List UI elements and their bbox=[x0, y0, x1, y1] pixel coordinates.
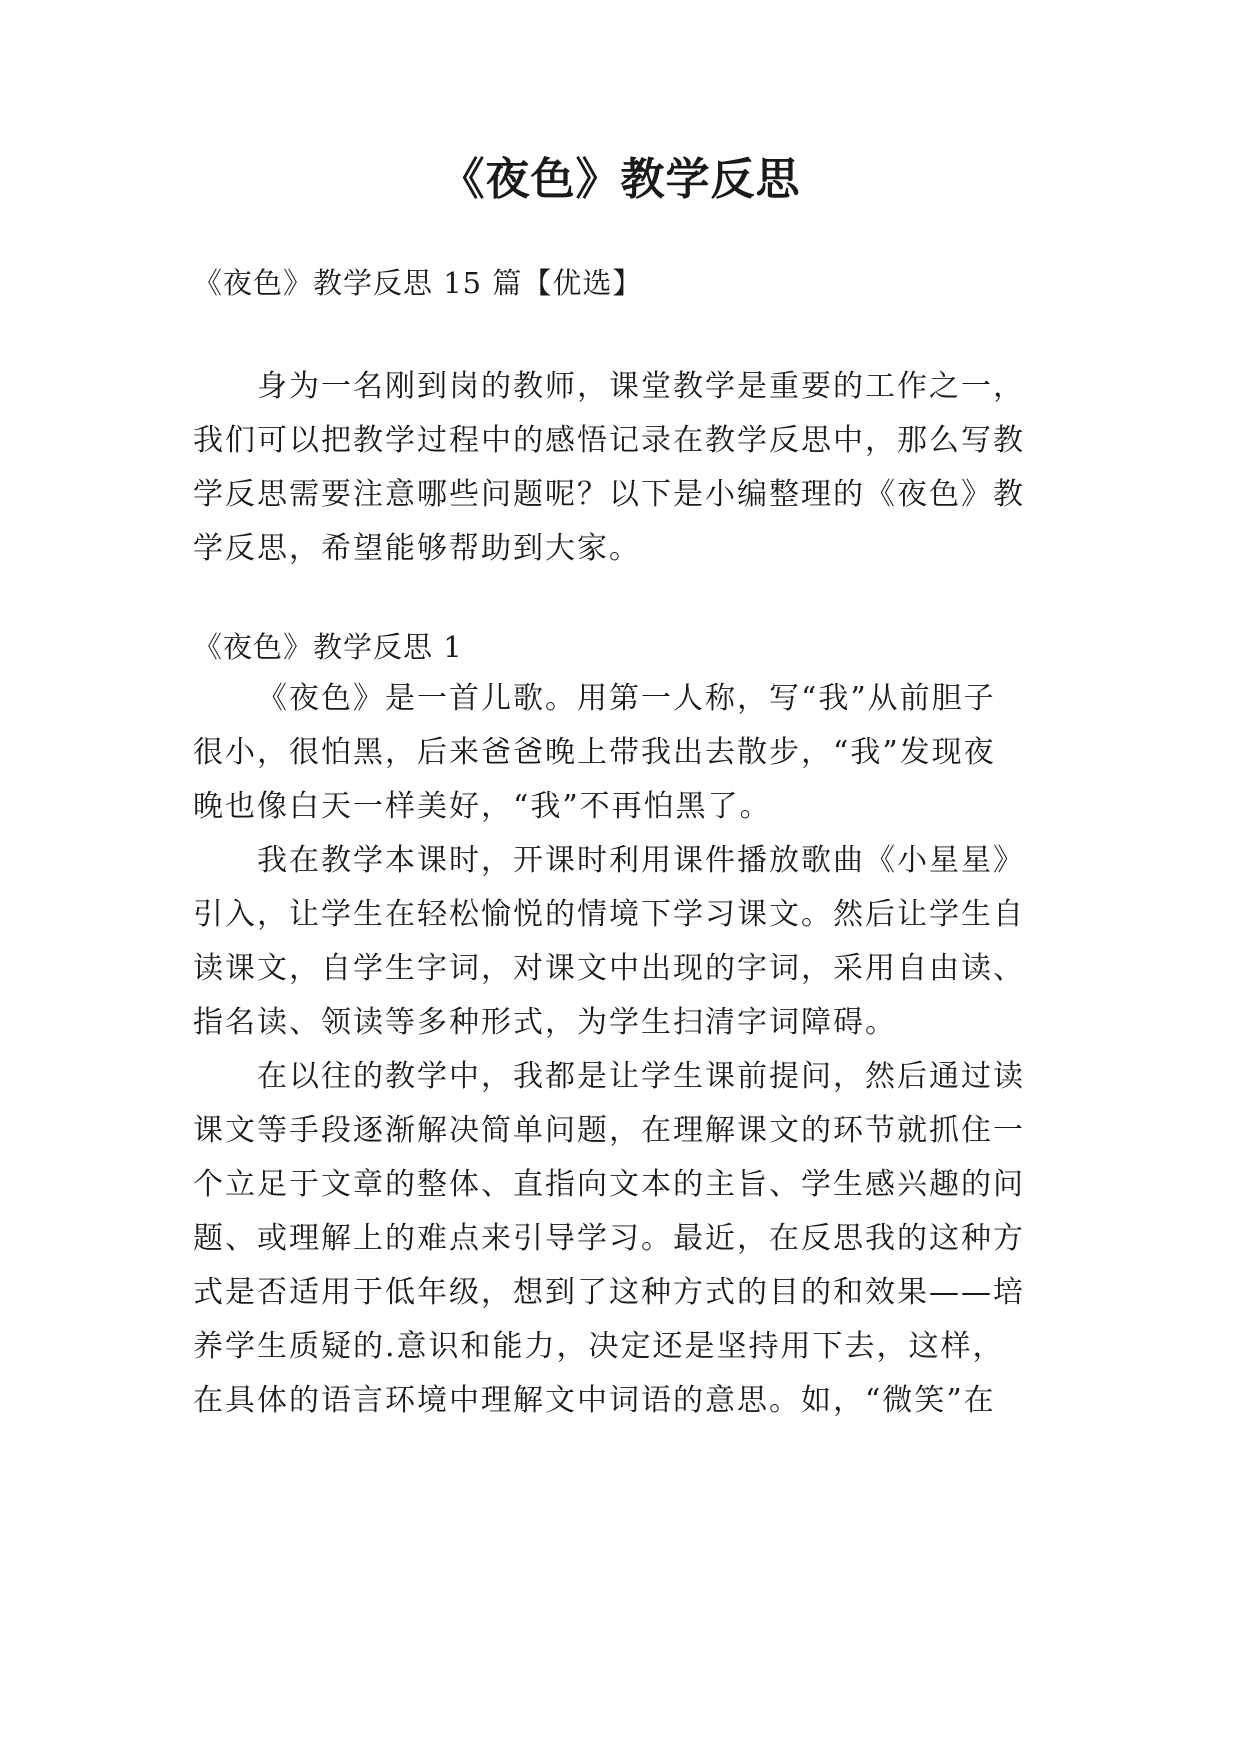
paragraph-line: 个立足于文章的整体、直指向文本的主旨、学生感兴趣的问 bbox=[193, 1167, 1025, 1202]
paragraph-line: 读课文，自学生字词，对课文中出现的字词，采用自由读、 bbox=[193, 951, 1025, 986]
paragraph-line: 很小，很怕黑，后来爸爸晚上带我出去散步，“我”发现夜 bbox=[193, 735, 996, 770]
paragraph-line: 课文等手段逐渐解决简单问题，在理解课文的环节就抓住一 bbox=[193, 1113, 1025, 1148]
paragraph-line: 在以往的教学中，我都是让学生课前提问，然后通过读 bbox=[257, 1059, 1025, 1094]
paragraph-line: 《夜色》是一首儿歌。用第一人称，写“我”从前胆子 bbox=[257, 681, 996, 716]
document-title: 《夜色》教学反思 bbox=[440, 154, 801, 205]
paragraph-line: 引入，让学生在轻松愉悦的情境下学习课文。然后让学生自 bbox=[193, 897, 1025, 932]
paragraph-line: 在具体的语言环境中理解文中词语的意思。如，“微笑”在 bbox=[193, 1383, 996, 1418]
document-subtitle: 《夜色》教学反思 15 篇【优选】 bbox=[193, 266, 643, 300]
paragraph-line: 养学生质疑的.意识和能力，决定还是坚持用下去，这样， bbox=[193, 1329, 1005, 1364]
paragraph-line: 晚也像白天一样美好，“我”不再怕黑了。 bbox=[193, 789, 772, 824]
paragraph-line: 指名读、领读等多种形式，为学生扫清字词障碍。 bbox=[193, 1005, 897, 1040]
intro-line: 我们可以把教学过程中的感悟记录在教学反思中，那么写教 bbox=[193, 423, 1025, 458]
intro-line: 学反思需要注意哪些问题呢？以下是小编整理的《夜色》教 bbox=[193, 477, 1025, 512]
intro-line: 身为一名刚到岗的教师，课堂教学是重要的工作之一， bbox=[257, 369, 1025, 404]
section-heading: 《夜色》教学反思 1 bbox=[193, 630, 463, 664]
paragraph-line: 我在教学本课时，开课时利用课件播放歌曲《小星星》 bbox=[257, 843, 1025, 878]
paragraph-line: 式是否适用于低年级，想到了这种方式的目的和效果——培 bbox=[193, 1275, 1025, 1310]
intro-line: 学反思，希望能够帮助到大家。 bbox=[193, 531, 641, 566]
paragraph-line: 题、或理解上的难点来引导学习。最近，在反思我的这种方 bbox=[193, 1221, 1025, 1256]
